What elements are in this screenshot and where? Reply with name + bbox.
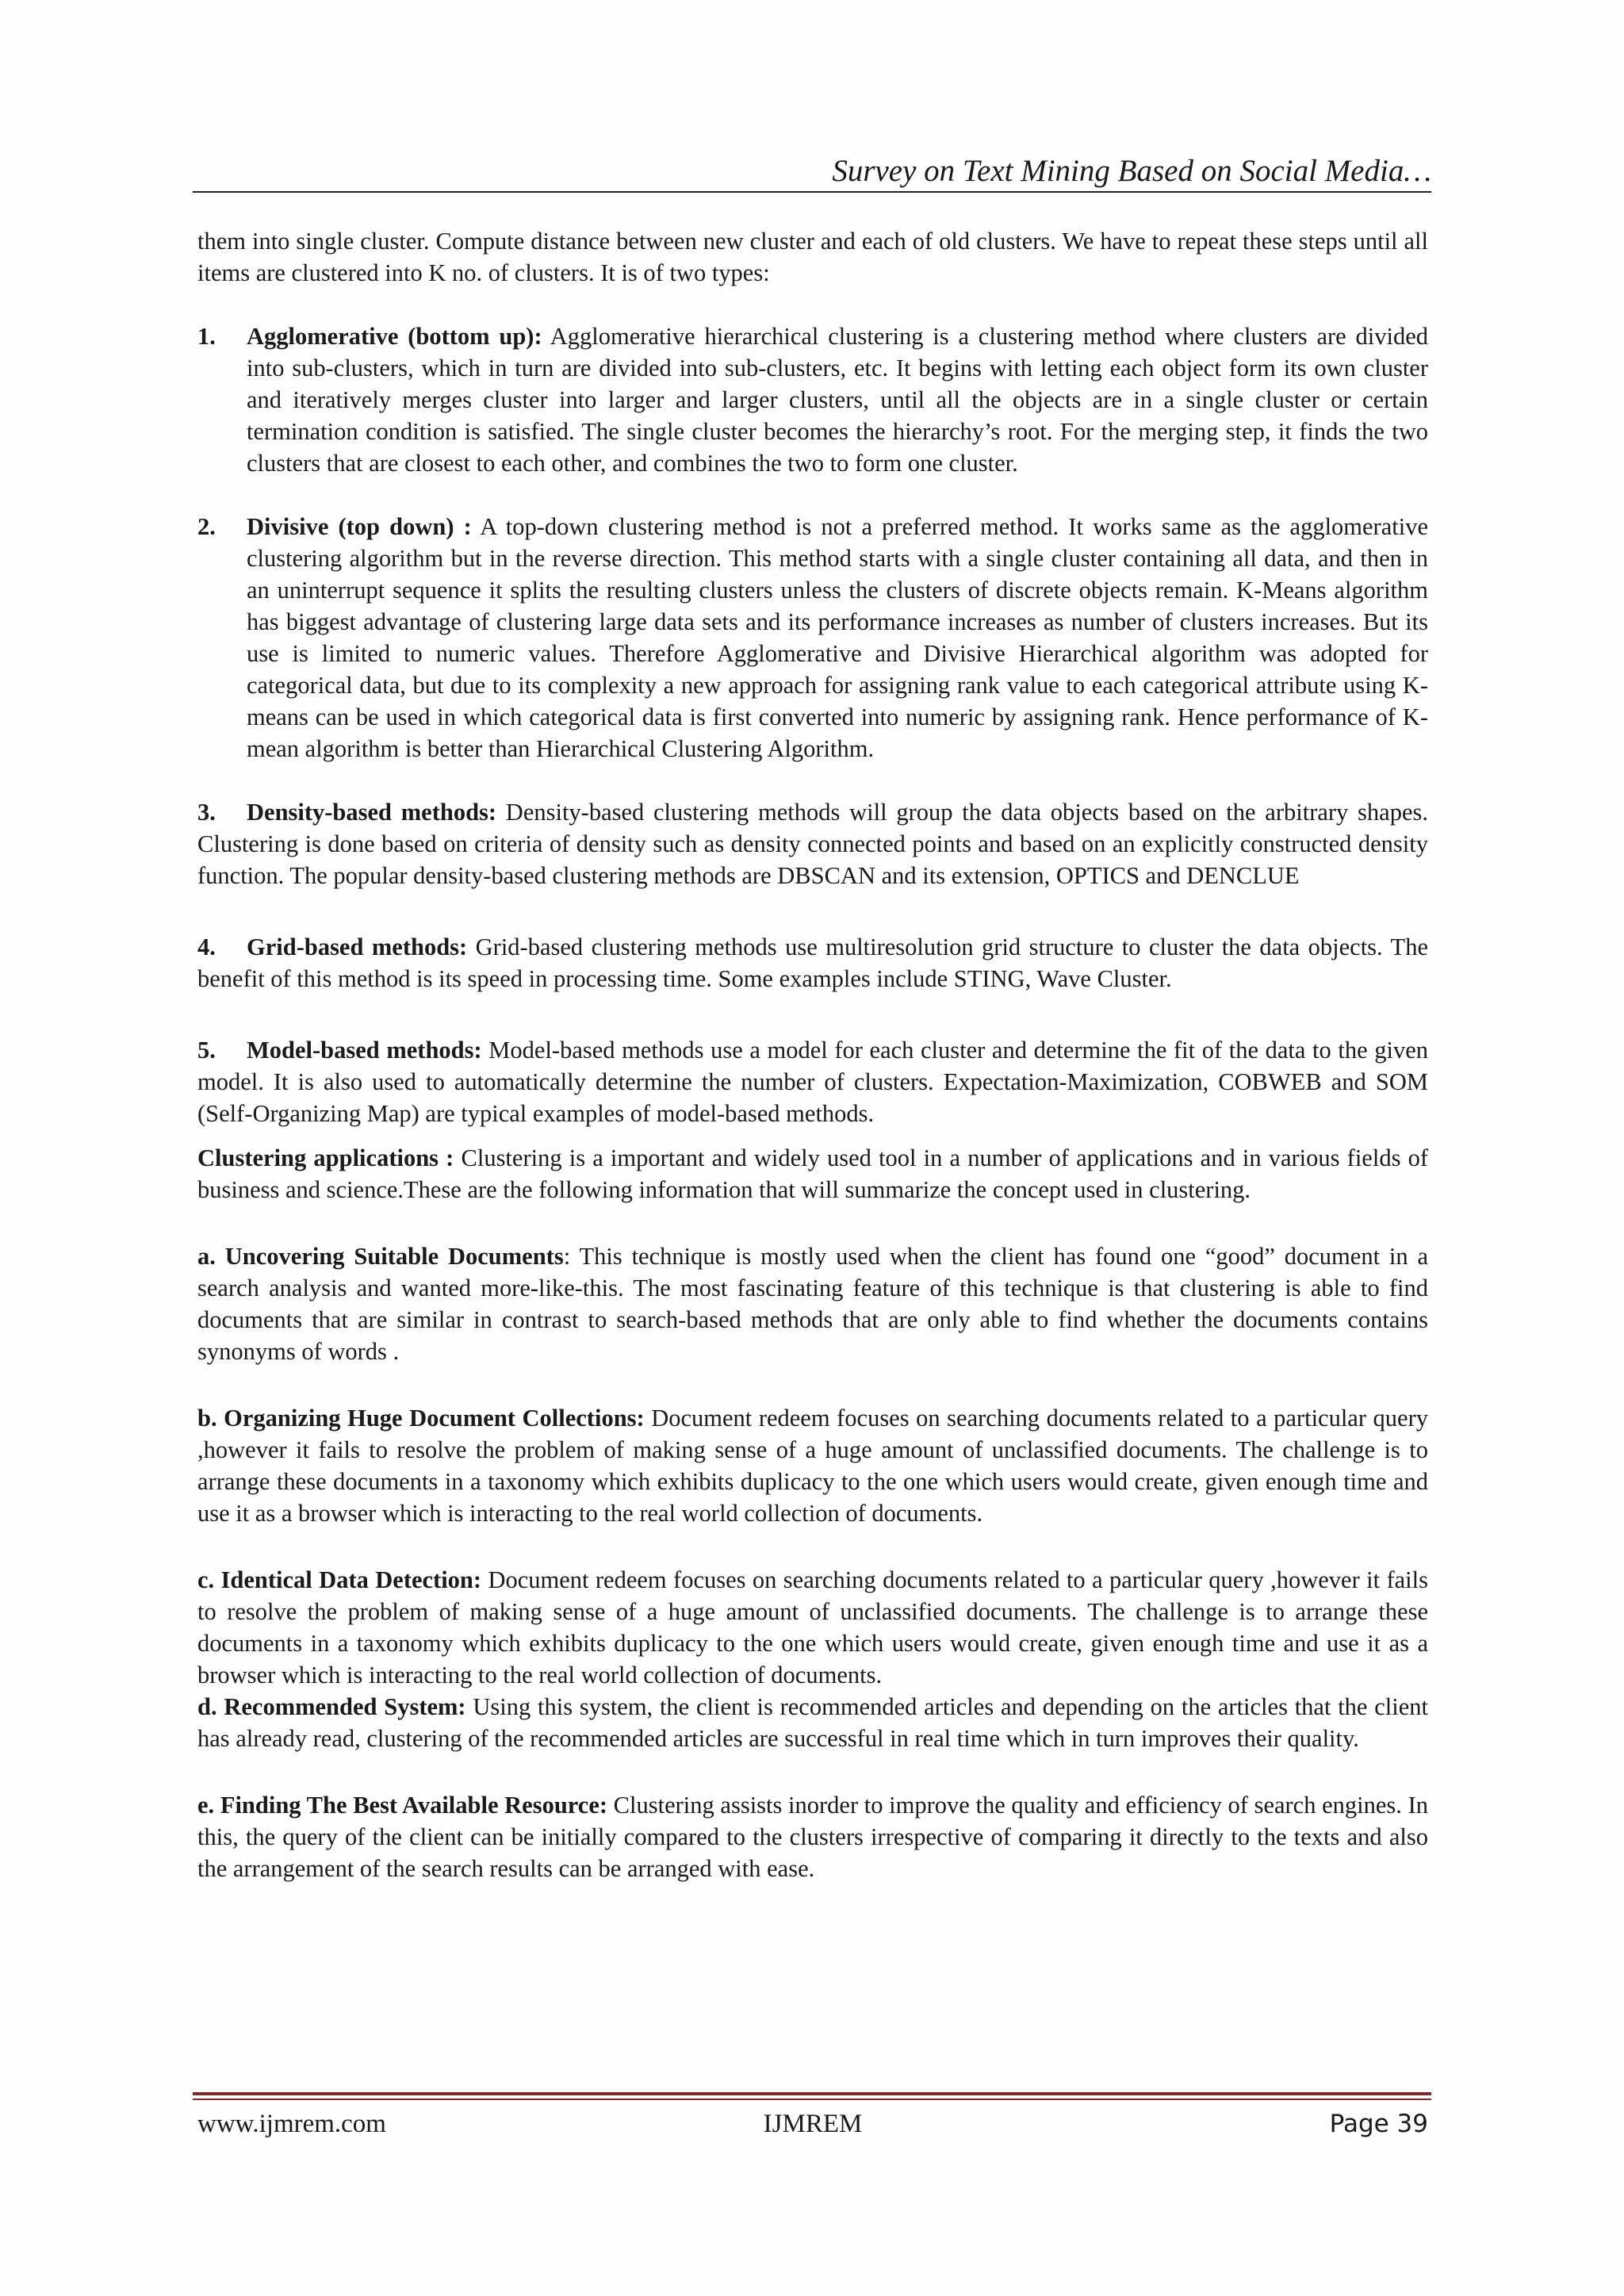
list-title: Agglomerative (bottom up): xyxy=(247,323,542,350)
header-rule xyxy=(193,191,1431,193)
method-title: Model-based methods: xyxy=(247,1037,482,1064)
method-title: Density-based methods: xyxy=(247,799,497,826)
footer-website: www.ijmrem.com xyxy=(197,2110,386,2138)
app-item-title: b. Organizing Huge Document Collections: xyxy=(197,1405,645,1432)
applications-title: Clustering applications : xyxy=(197,1144,454,1171)
list-number: 1. xyxy=(197,323,216,350)
method-title: Grid-based methods: xyxy=(247,933,468,960)
list-body xyxy=(247,511,1428,765)
running-header: Survey on Text Mining Based on Social Media… xyxy=(832,154,1431,188)
app-item-recommended xyxy=(197,1691,1428,1754)
app-item-text: Using this system, the client is recommended articles and depending on the articles that the client has already read, clustering of the recommended articles are successful in real time which in turn improves their quality. xyxy=(197,1693,1428,1752)
app-item-organizing xyxy=(197,1402,1428,1529)
list-text: Agglomerative hierarchical clustering is a clustering method where clusters are divided into sub-clusters, which in turn are divided into sub-clusters, etc. It begins with letting each object form its own cluster and iteratively merges cluster into larger and larger clusters, until all the objects are in a single cluster or certain termination condition is satisfied. The single cluster becomes the hierarchy’s root. For the merging step, it finds the two clusters that are closest to each other, and combines the two to form one cluster. xyxy=(247,323,1429,477)
method-text: Model-based methods use a model for each cluster and determine the fit of the data to the given model. It is also used to automatically determine the number of clusters. Expectation-Maximization, COBWEB and SOM (Self-Organizing Map) are typical examples of model-based methods. xyxy=(197,1037,1428,1127)
footer-rule-thick xyxy=(193,2092,1431,2095)
list-title: Divisive (top down) : xyxy=(247,513,472,540)
footer-journal: IJMREM xyxy=(763,2110,863,2138)
app-item-title: a. Uncovering Suitable Documents xyxy=(197,1243,564,1270)
method-number: 5. xyxy=(197,1037,216,1064)
list-text: A top-down clustering method is not a preferred method. It works same as the agglomerative clustering algorithm but in the reverse direction. This method starts with a single cluster containing all data, and then in an uninterrupt sequence it splits the resulting clusters unless the clusters of discrete objects remain. K-Means algorithm has biggest advantage of clustering large data sets and its performance increases as number of clusters increases. But its use is limited to numeric values. Therefore Agglomerative and Divisive Hierarchical algorithm was adopted for categorical data, but due to its complexity a new approach for assigning rank value to each categorical attribute using K- means can be used in which categorical data is first converted into numeric by assigning rank. Hence performance of K-mean algorithm is better than Hierarchical Clustering Algorithm. xyxy=(247,513,1428,762)
method-density xyxy=(197,796,1428,891)
method-text: Density-based clustering methods will group the data objects based on the arbitrary shapes. Clustering is done based on criteria of density such as density connected points and based on an explicitly constructed density function. The popular density-based clustering methods are DBSCAN and its extension, OPTICS and DENCLUE xyxy=(197,799,1428,889)
app-item-text: : This technique is mostly used when the client has found one “good” document in a search analysis and wanted more-like-this. The most fascinating feature of this technique is that clustering is able to find documents that are similar in contrast to search-based methods that are only able to find whether the documents contains synonyms of words . xyxy=(197,1243,1429,1365)
app-item-title: e. Finding The Best Available Resource: xyxy=(197,1792,608,1819)
intro-paragraph: them into single cluster. Compute distance between new cluster and each of old clusters. We have to repeat these steps until all items are clustered into K no. of clusters. It is of two types: xyxy=(197,228,1428,286)
app-item-identical xyxy=(197,1564,1428,1691)
app-item-uncovering xyxy=(197,1240,1428,1367)
list-item-divisive xyxy=(197,511,1428,765)
applications-text: Clustering is a important and widely used tool in a number of applications and in various fields of business and science.These are the following information that will summarize the concept used in clustering. xyxy=(197,1144,1428,1203)
method-text: Grid-based clustering methods use multiresolution grid structure to cluster the data objects. The benefit of this method is its speed in processing time. Some examples include STING, Wave Cluster. xyxy=(197,933,1428,992)
page-content xyxy=(197,225,1428,1884)
list-item-agglomerative xyxy=(197,320,1428,479)
method-number: 3. xyxy=(197,799,216,826)
applications-paragraph xyxy=(197,1142,1428,1205)
app-item-text: Document redeem focuses on searching documents related to a particular query ,however it fails to resolve the problem of making sense of a huge amount of unclassified documents. The challenge is to arrange these documents in a taxonomy which exhibits duplicacy to the one which users would create, given enough time and use it as a browser which is interacting to the real world collection of documents. xyxy=(197,1566,1428,1688)
method-grid xyxy=(197,931,1428,995)
footer-page-number: Page 39 xyxy=(1329,2110,1428,2138)
app-item-title: c. Identical Data Detection: xyxy=(197,1566,482,1593)
app-item-title: d. Recommended System: xyxy=(197,1693,466,1720)
app-item-text: Clustering assists inorder to improve the quality and efficiency of search engines. In this, the query of the client can be initially compared to the clusters irrespective of comparing it directly to the texts and also the arrangement of the search results can be arranged with ease. xyxy=(197,1792,1428,1882)
list-number: 2. xyxy=(197,513,216,540)
method-model xyxy=(197,1034,1428,1129)
app-item-text: Document redeem focuses on searching documents related to a particular query ,however it fails to resolve the problem of making sense of a huge amount of unclassified documents. The challenge is to arrange these documents in a taxonomy which exhibits duplicacy to the one which users would create, given enough time and use it as a browser which is interacting to the real world collection of documents. xyxy=(197,1405,1428,1527)
app-item-finding xyxy=(197,1789,1428,1884)
footer-rule-thin xyxy=(193,2099,1431,2100)
list-body xyxy=(247,320,1428,479)
method-number: 4. xyxy=(197,933,216,960)
